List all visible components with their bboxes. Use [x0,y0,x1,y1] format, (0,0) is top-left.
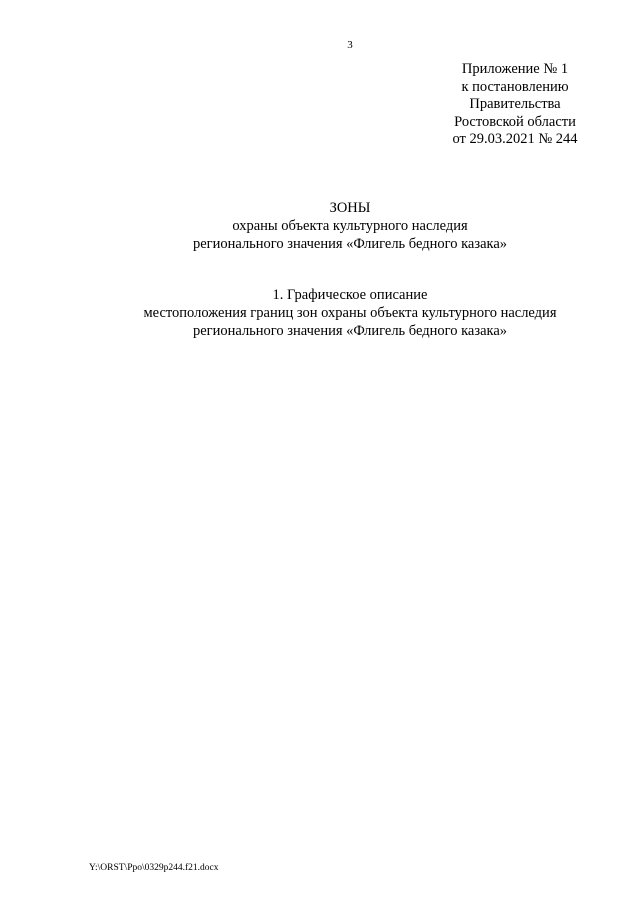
appendix-line-4: Ростовской области [454,113,576,130]
section-line-2: местоположения границ зон охраны объекта культурного наследия [143,304,557,321]
appendix-line-3: Правительства [469,96,561,113]
appendix-block [440,61,590,149]
document-title [0,200,640,253]
section-line-3: регионального значения «Флигель бедного казака» [192,322,508,339]
title-line-2: охраны объекта культурного наследия [232,217,468,234]
section-heading [0,287,640,340]
appendix-line-1: Приложение № 1 [461,61,569,77]
title-heading: ЗОНЫ [329,200,371,216]
section-line-1: 1. Графическое описание [272,287,428,303]
title-line-3: регионального значения «Флигель бедного казака» [192,235,508,252]
footer-file-path: Y:\ORST\Ppo\0329p244.f21.docx [89,863,219,873]
page-number: 3 [347,39,353,51]
appendix-line-2: к постановлению [461,78,569,95]
appendix-line-5: от 29.03.2021 № 244 [452,131,578,148]
